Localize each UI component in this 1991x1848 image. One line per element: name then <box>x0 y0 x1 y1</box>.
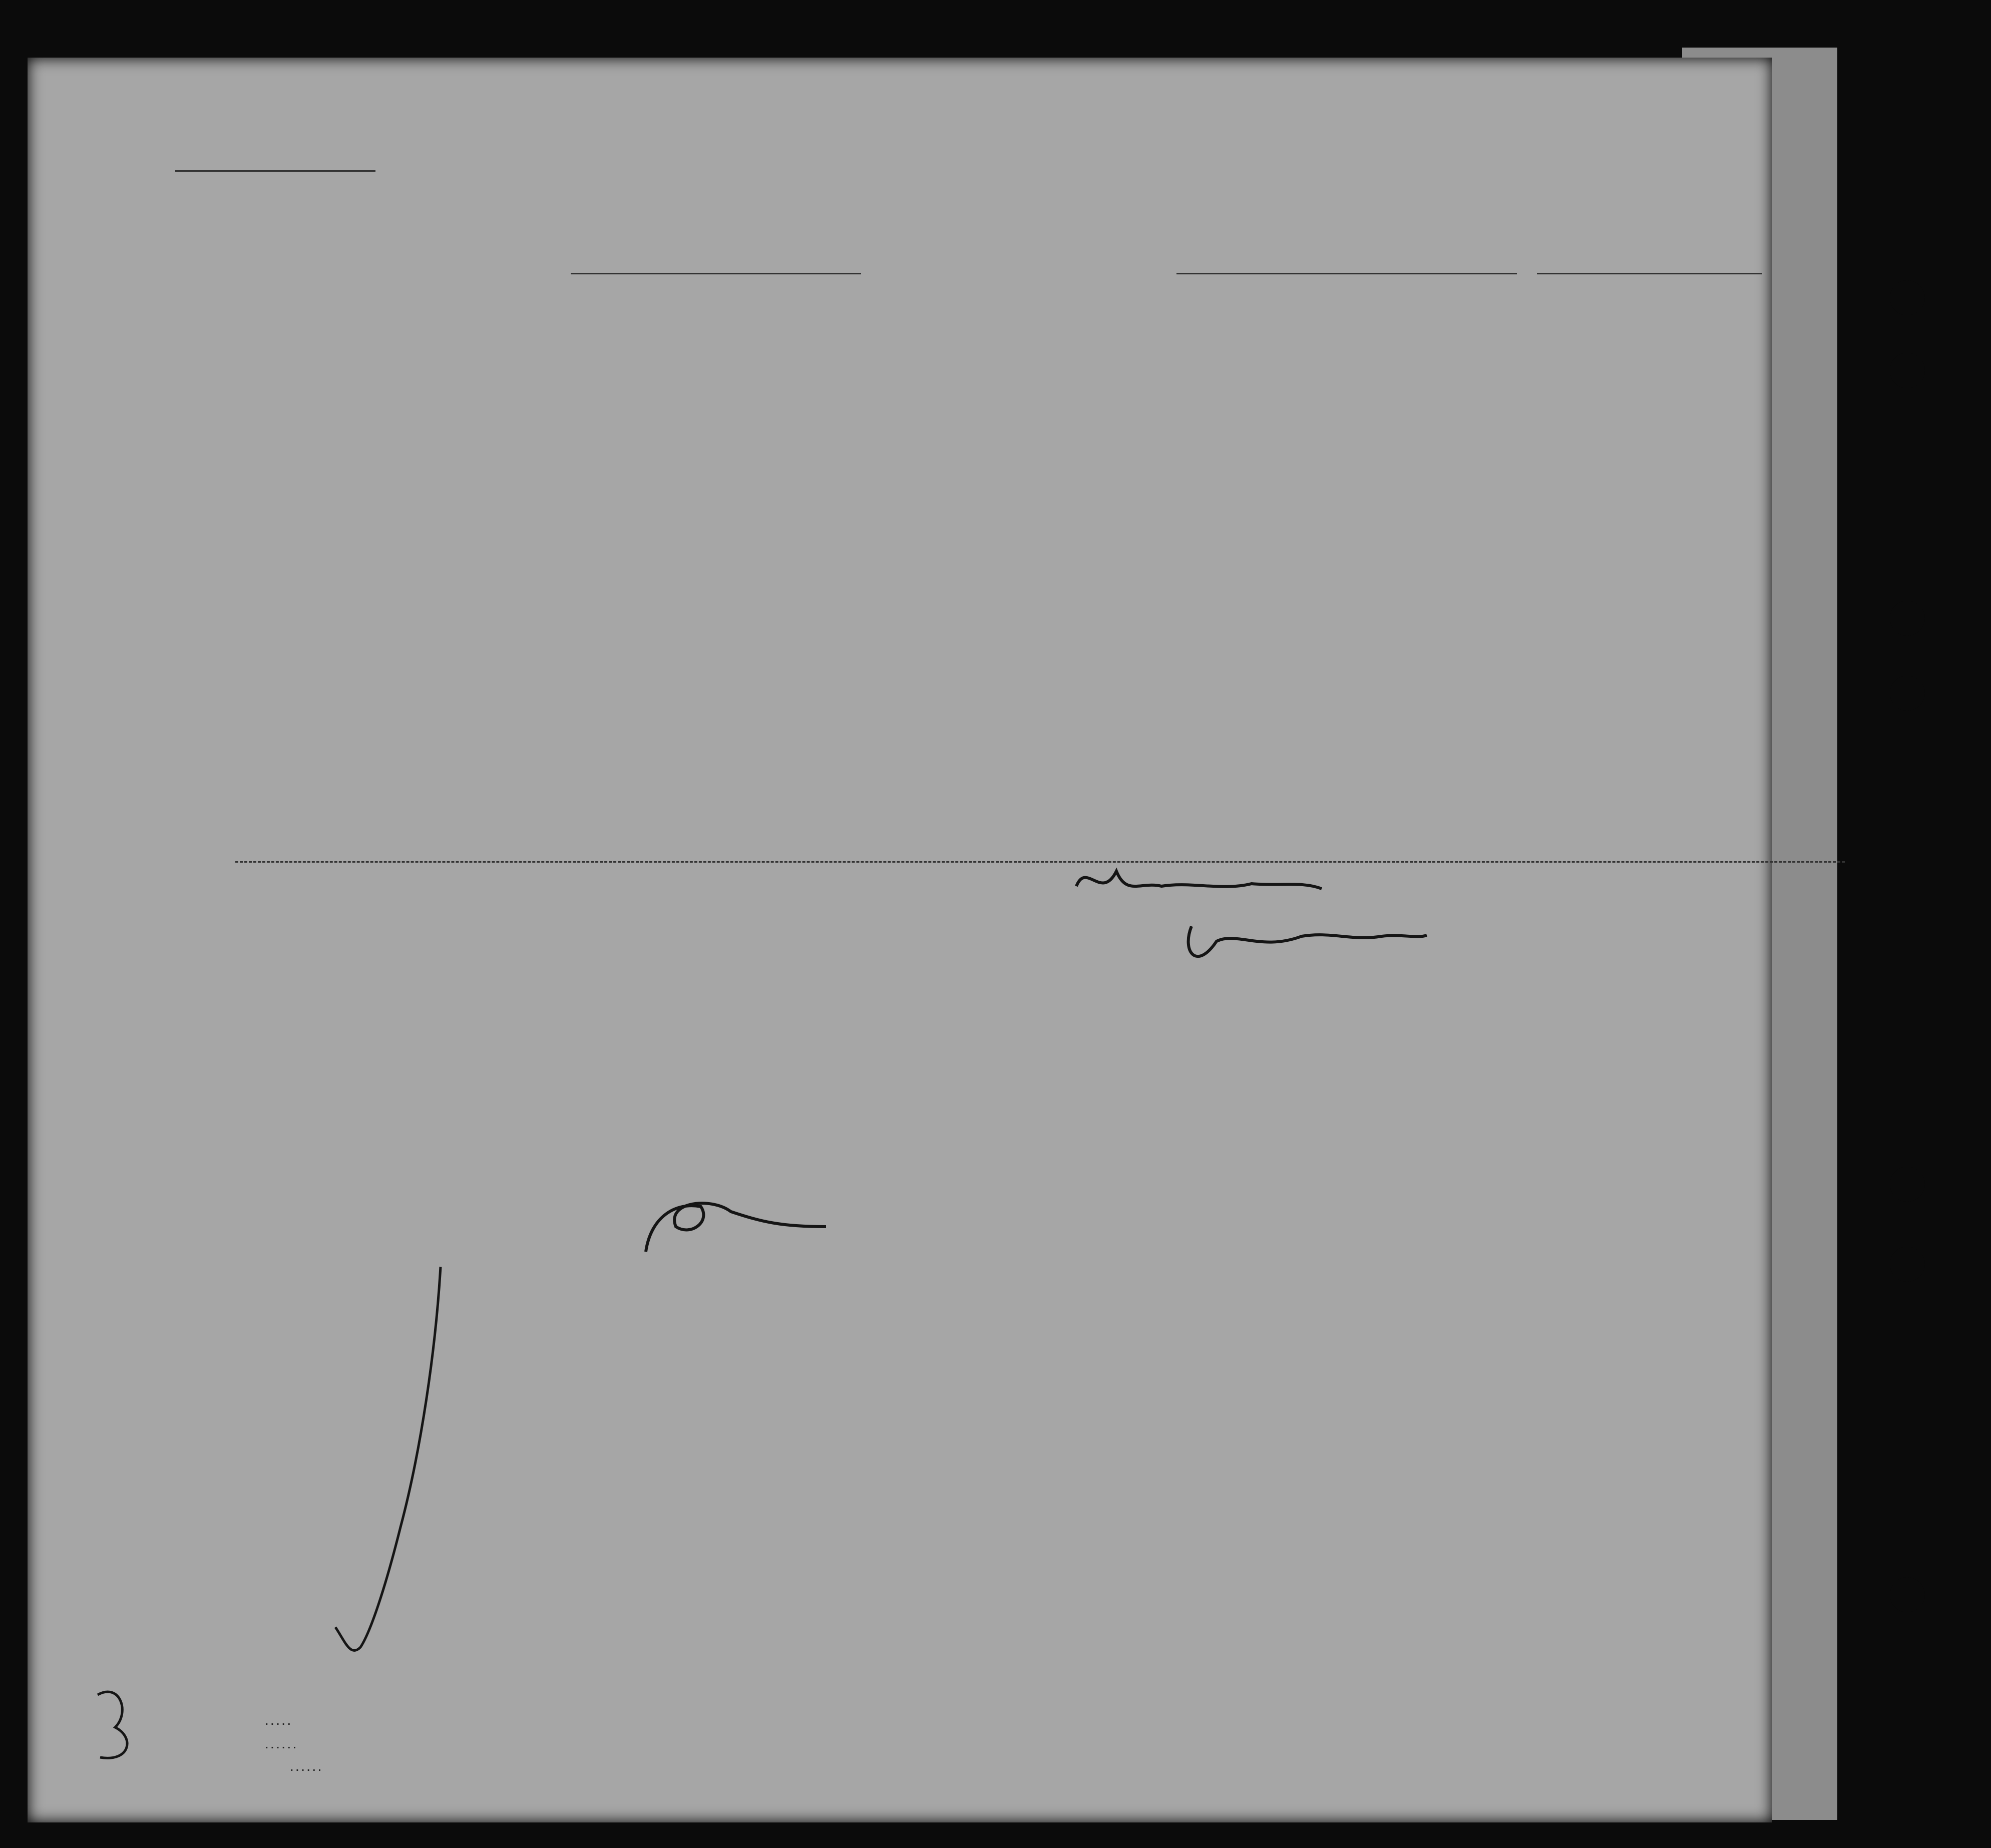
check-mark-stroke <box>335 1267 441 1650</box>
hw-3-mark <box>98 1692 127 1758</box>
inspector-signature-2 <box>1188 926 1427 956</box>
footer-aliens: . . . . . . <box>290 1762 321 1773</box>
inspector-signature <box>1076 871 1322 889</box>
footer-total: . . . . . <box>265 1716 291 1727</box>
footer-citizens: . . . . . . <box>265 1740 296 1751</box>
purser-signature <box>646 1203 826 1252</box>
